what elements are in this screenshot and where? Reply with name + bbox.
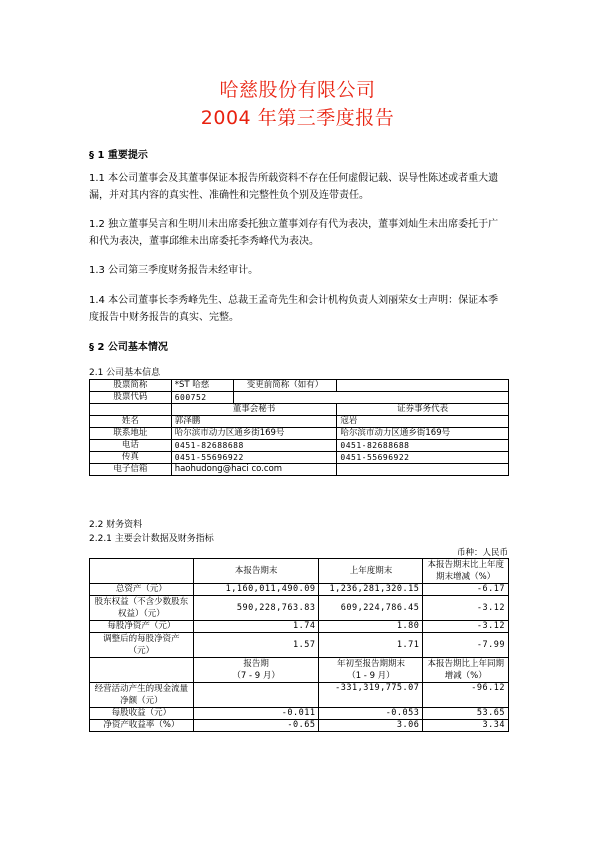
secretary-header: 董事会秘书 <box>171 404 337 416</box>
cell-value: 609,224,786.45 <box>319 596 423 621</box>
col-header-subtext: （7 - 9 月） <box>232 671 280 681</box>
row-label: 每股收益（元） <box>90 708 194 720</box>
section2-heading: § 2 公司基本情况 <box>89 342 168 353</box>
company-title: 哈慈股份有限公司 <box>219 79 376 101</box>
cell-value: 1.74 <box>193 621 319 633</box>
row-label: 传真 <box>90 452 172 464</box>
cell-value: 53.65 <box>423 708 509 720</box>
table-row <box>90 708 509 720</box>
rep-header: 证券事务代表 <box>337 404 509 416</box>
cell-value: 590,228,763.83 <box>193 596 319 621</box>
report-title: 2004 年第三季度报告 <box>200 107 395 129</box>
col-header-ytd <box>319 658 423 683</box>
row-label: 姓名 <box>90 416 172 428</box>
secretary-value: 郭泽鹏 <box>171 416 337 428</box>
cell-value: 1.80 <box>319 621 423 633</box>
table-row <box>90 633 509 658</box>
subsection-2-2-1: 2.2.1 主要会计数据及财务指标 <box>89 534 214 544</box>
cell-value: -3.12 <box>423 596 509 621</box>
stock-code-value: 600752 <box>171 392 233 404</box>
table-row <box>90 392 509 404</box>
row-label: 股东权益（不含少数股东权益）（元） <box>90 596 194 621</box>
currency-note: 币种：人民币 <box>456 548 508 558</box>
row-label: 联系地址 <box>90 428 172 440</box>
table-row <box>90 683 509 708</box>
col-header-change: 本报告期比上年同期增减（%） <box>423 658 509 683</box>
rep-value: 寇岩 <box>337 416 509 428</box>
financial-table <box>89 558 509 732</box>
cell-value: -0.65 <box>193 720 319 732</box>
cell-value: -0.053 <box>319 708 423 720</box>
row-label: 调整后的每股净资产（元） <box>90 633 194 658</box>
col-header-text: 报告期 <box>243 659 269 669</box>
rep-value: 0451-82688688 <box>337 440 509 452</box>
row-label: 总资产（元） <box>90 584 194 596</box>
secretary-value: 0451-82688688 <box>171 440 337 452</box>
table-row <box>90 380 509 392</box>
table-row <box>90 584 509 596</box>
cell-value: 3.06 <box>319 720 423 732</box>
cell-value: 1,236,281,320.15 <box>319 584 423 596</box>
row-label: 净资产收益率（%） <box>90 720 194 732</box>
table-row <box>90 452 509 464</box>
cell-value: 3.34 <box>423 720 509 732</box>
col-header: 本报告期末 <box>193 559 319 584</box>
stock-abbr-value: *ST 哈慈 <box>171 380 233 392</box>
col-header: 本报告期末比上年度期末增减（%） <box>423 559 509 584</box>
stock-abbr-label: 股票简称 <box>90 380 172 392</box>
table-row <box>90 658 509 683</box>
col-header-period <box>193 658 319 683</box>
cell-value: -3.12 <box>423 621 509 633</box>
table-row <box>90 440 509 452</box>
table-row <box>90 404 509 416</box>
secretary-value: 哈尔滨市动力区通乡街169号 <box>171 428 337 440</box>
notice-1-1: 1.1 本公司董事会及其董事保证本报告所载资料不存在任何虚假记载、误导性陈述或者重大遗漏，并对其内容的真实性、准确性和完整性负个别及连带责任。 <box>89 173 499 201</box>
cell-value <box>193 683 319 708</box>
cell-value: -331,319,775.07 <box>319 683 423 708</box>
row-label: 电话 <box>90 440 172 452</box>
cell-value: -0.011 <box>193 708 319 720</box>
prev-abbr-value <box>337 380 509 392</box>
subsection-2-1: 2.1 公司基本信息 <box>89 368 161 378</box>
table-row <box>90 416 509 428</box>
table-row <box>90 720 509 732</box>
table-row <box>90 464 509 476</box>
table-row <box>90 596 509 621</box>
cell-value: -96.12 <box>423 683 509 708</box>
secretary-value: haohudong@haci co.com <box>171 464 337 476</box>
stock-code-label: 股票代码 <box>90 392 172 404</box>
col-header: 上年度期末 <box>319 559 423 584</box>
row-label: 经营活动产生的现金流量净额（元） <box>90 683 194 708</box>
col-header-subtext: （1 - 9 月） <box>347 671 395 681</box>
cell-value: 1.71 <box>319 633 423 658</box>
prev-abbr-label: 变更前简称（如有） <box>233 380 337 392</box>
notice-1-4: 1.4 本公司董事长李秀峰先生、总裁王孟奇先生和会计机构负责人刘丽荣女士声明：保证本季度报告中财务报告的真实、完整。 <box>89 295 499 323</box>
cell-value: 1.57 <box>193 633 319 658</box>
rep-value: 0451-55696922 <box>337 452 509 464</box>
cell-value: -7.99 <box>423 633 509 658</box>
table-row <box>90 621 509 633</box>
notice-1-3: 1.3 公司第三季度财务报告未经审计。 <box>89 265 259 276</box>
secretary-value: 0451-55696922 <box>171 452 337 464</box>
section1-heading: § 1 重要提示 <box>89 150 148 161</box>
subsection-2-2: 2.2 财务资料 <box>89 520 143 530</box>
cell-value: -6.17 <box>423 584 509 596</box>
row-label: 电子信箱 <box>90 464 172 476</box>
table-row <box>90 559 509 584</box>
cell-value: 1,160,011,490.09 <box>193 584 319 596</box>
col-header-text: 年初至报告期期末 <box>336 659 405 669</box>
notice-1-2: 1.2 独立董事吴言和生明川未出席委托独立董事刘存有代为表决，董事刘灿生未出席委托于广和代为表决，董事邱维未出席委托李秀峰代为表决。 <box>89 219 499 247</box>
row-label: 每股净资产（元） <box>90 621 194 633</box>
rep-value: 哈尔滨市动力区通乡街169号 <box>337 428 509 440</box>
rep-value <box>337 464 509 476</box>
table-row <box>90 428 509 440</box>
basic-info-table <box>89 379 509 476</box>
